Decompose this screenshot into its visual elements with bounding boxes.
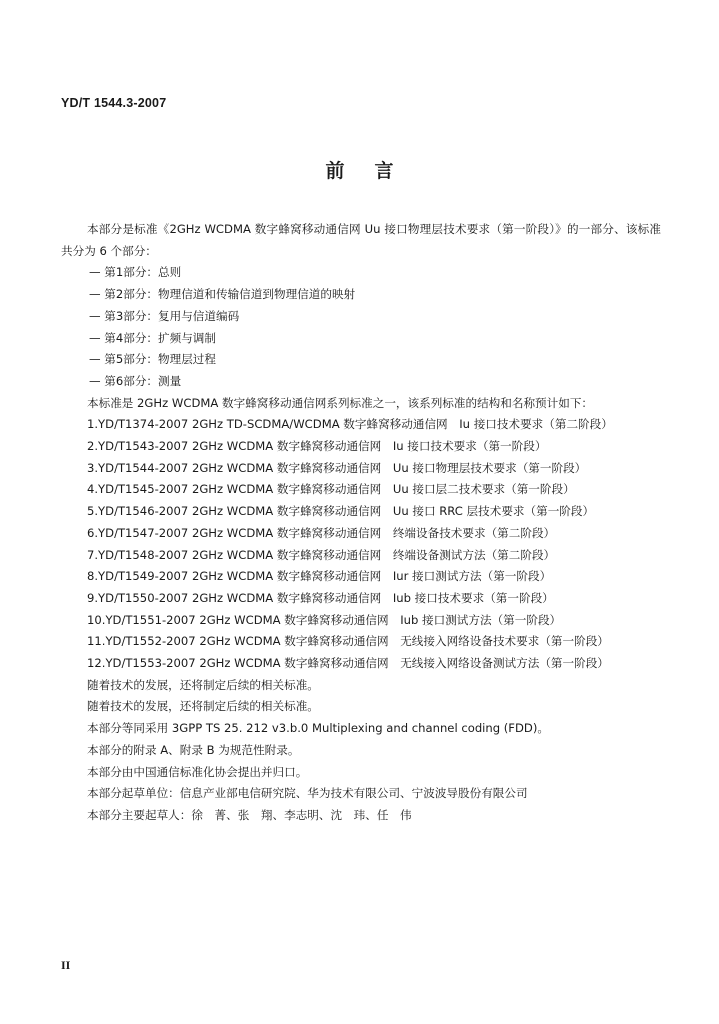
series-list <box>61 414 661 674</box>
foreword-body <box>61 219 661 827</box>
drafters: 本部分主要起草人：徐 菁、张 翔、李志明、沈 玮、任 伟 <box>87 807 412 822</box>
series-list-item: 8.YD/T1549-2007 2GHz WCDMA 数字蜂窝移动通信网 Iur 接口测试方法（第一阶段） <box>87 569 552 584</box>
series-list-item: 3.YD/T1544-2007 2GHz WCDMA 数字蜂窝移动通信网 Uu 接口物理层技术要求（第一阶段） <box>87 460 587 475</box>
intro-paragraph: 本部分是标准《2GHz WCDMA 数字蜂窝移动通信网 Uu 接口物理层技术要求（第一阶段）》的一部分、该标准共分为 6 个部分： <box>61 222 661 258</box>
parts-list-item: — 第2部分：物理信道和传输信道到物理信道的映射 <box>89 287 356 302</box>
closing-line: 随着技术的发展，还将制定后续的相关标准。 <box>87 699 319 714</box>
series-list-item: 7.YD/T1548-2007 2GHz WCDMA 数字蜂窝移动通信网 终端设备测试方法（第二阶段） <box>87 547 556 562</box>
parts-list-item: — 第6部分：测量 <box>89 373 182 388</box>
closing-line: 随着技术的发展，还将制定后续的相关标准。 <box>87 677 319 692</box>
series-list-item: 6.YD/T1547-2007 2GHz WCDMA 数字蜂窝移动通信网 终端设备技术要求（第二阶段） <box>87 525 556 540</box>
series-list-item: 9.YD/T1550-2007 2GHz WCDMA 数字蜂窝移动通信网 Iub 接口技术要求（第一阶段） <box>87 590 554 605</box>
annex-statement: 本部分的附录 A、附录 B 为规范性附录。 <box>87 742 300 757</box>
series-list-item: 4.YD/T1545-2007 2GHz WCDMA 数字蜂窝移动通信网 Uu 接口层二技术要求（第一阶段） <box>87 482 575 497</box>
series-list-item: 5.YD/T1546-2007 2GHz WCDMA 数字蜂窝移动通信网 Uu 接口 RRC 层技术要求（第一阶段） <box>87 504 595 519</box>
parts-list-item: — 第5部分：物理层过程 <box>89 352 216 367</box>
series-list-item: 11.YD/T1552-2007 2GHz WCDMA 数字蜂窝移动通信网 无线接入网络设备技术要求（第一阶段） <box>87 634 609 649</box>
standard-code-header: YD/T 1544.3-2007 <box>61 96 167 110</box>
parts-list-item: — 第4部分：扩频与调制 <box>89 330 216 345</box>
drafting-units: 本部分起草单位：信息产业部电信研究院、华为技术有限公司、宁波波导股份有限公司 <box>87 786 528 801</box>
series-list-item: 1.YD/T1374-2007 2GHz TD-SCDMA/WCDMA 数字蜂窝移动通信网 Iu 接口技术要求（第二阶段） <box>87 417 613 432</box>
series-intro: 本标准是 2GHz WCDMA 数字蜂窝移动通信网系列标准之一，该系列标准的结构和名称预计如下： <box>87 395 594 410</box>
proposer-statement: 本部分由中国通信标准化协会提出并归口。 <box>87 764 308 779</box>
parts-list-item: — 第3部分：复用与信道编码 <box>89 308 240 323</box>
closing-statements <box>61 675 661 827</box>
page-number: II <box>61 958 71 972</box>
parts-list <box>61 262 661 392</box>
parts-list-item: — 第1部分：总则 <box>89 265 182 280</box>
series-list-item: 2.YD/T1543-2007 2GHz WCDMA 数字蜂窝移动通信网 Iu 接口技术要求（第一阶段） <box>87 439 547 454</box>
series-list-item: 12.YD/T1553-2007 2GHz WCDMA 数字蜂窝移动通信网 无线接入网络设备测试方法（第一阶段） <box>87 656 609 671</box>
adoption-statement: 本部分等同采用 3GPP TS 25. 212 v3.b.0 Multiplexing and channel coding (FDD)。 <box>87 721 549 736</box>
page-title: 前言 <box>325 160 424 182</box>
series-list-item: 10.YD/T1551-2007 2GHz WCDMA 数字蜂窝移动通信网 Iub 接口测试方法（第一阶段） <box>87 612 562 627</box>
